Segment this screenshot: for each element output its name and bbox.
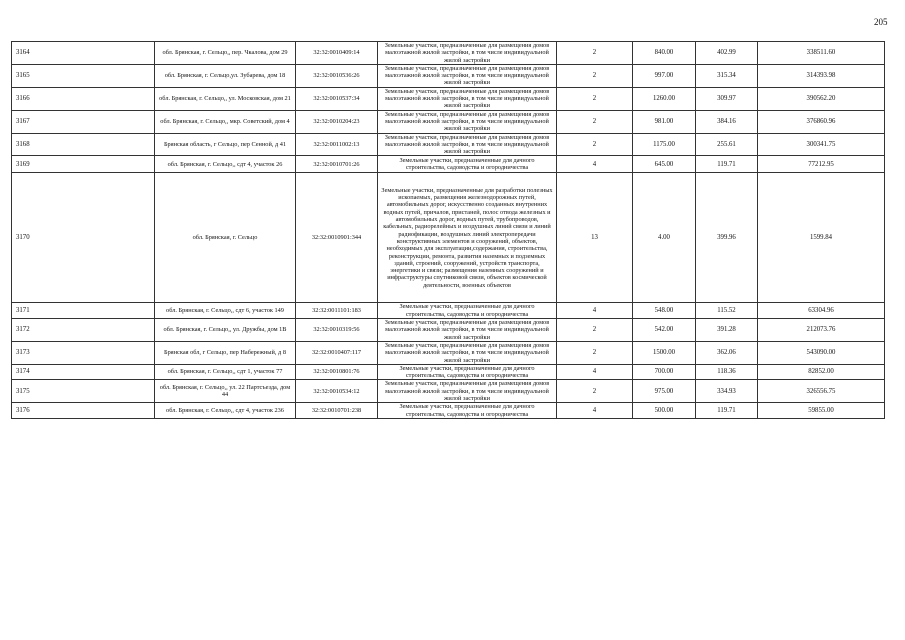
- group-cell: 2: [557, 87, 633, 110]
- cadastral-number-cell: 32:32:0010534:12: [296, 380, 378, 403]
- address-cell: обл. Брянская, г. Сельцо,ул. Зубарева, дом 18: [155, 64, 296, 87]
- cadastral-number-cell: 32:32:0010537:34: [296, 87, 378, 110]
- row-number-cell: 3171: [12, 303, 155, 319]
- row-number-cell: 3164: [12, 42, 155, 65]
- row-number-cell: 3174: [12, 364, 155, 380]
- cadastral-value-cell: 543090.00: [758, 341, 885, 364]
- land-use-cell: Земельные участки, предназначенные для дачного строительства, садоводства и огородничества: [378, 403, 557, 419]
- specific-value-cell: 115.52: [696, 303, 758, 319]
- row-number-cell: 3167: [12, 110, 155, 133]
- table-row: [12, 341, 885, 364]
- area-cell: 981.00: [633, 110, 696, 133]
- table-row: [12, 133, 885, 156]
- cadastral-number-cell: 32:32:0010801:76: [296, 364, 378, 380]
- cadastral-number-cell: 32:32:0010701:238: [296, 403, 378, 419]
- table-row: [12, 319, 885, 342]
- group-cell: 4: [557, 403, 633, 419]
- cadastral-value-cell: 59855.00: [758, 403, 885, 419]
- group-cell: 2: [557, 64, 633, 87]
- land-use-cell: Земельные участки, предназначенные для дачного строительства, садоводства и огородничества: [378, 156, 557, 173]
- cadastral-number-cell: 32:32:0010701:26: [296, 156, 378, 173]
- group-cell: 2: [557, 319, 633, 342]
- group-cell: 2: [557, 42, 633, 65]
- cadastral-value-cell: 338511.60: [758, 42, 885, 65]
- address-cell: Брянская область, г Сельцо, пер Сенной, д 41: [155, 133, 296, 156]
- address-cell: обл. Брянская, г. Сельцо,, ул. Дружбы, дом 1В: [155, 319, 296, 342]
- address-cell: обл. Брянская, г. Сельцо,, пер. Чкалова, дом 29: [155, 42, 296, 65]
- land-use-cell: Земельные участки, предназначенные для размещения домов малоэтажной жилой застройки, в том числе индивидуальной жилой застройки: [378, 319, 557, 342]
- cadastral-value-cell: 1599.84: [758, 173, 885, 303]
- land-use-cell: Земельные участки, предназначенные для размещения домов малоэтажной жилой застройки, в том числе индивидуальной жилой застройки: [378, 380, 557, 403]
- area-cell: 840.00: [633, 42, 696, 65]
- row-number-cell: 3176: [12, 403, 155, 419]
- cadastral-number-cell: 32:32:0011002:13: [296, 133, 378, 156]
- area-cell: 542.00: [633, 319, 696, 342]
- page-number: 205: [874, 17, 888, 27]
- cadastral-value-cell: 82852.00: [758, 364, 885, 380]
- address-cell: обл. Брянская, г. Сельцо,, сдт 1, участок 77: [155, 364, 296, 380]
- address-cell: обл. Брянская, г. Сельцо,, ул. 22 Партсъезда, дом 44: [155, 380, 296, 403]
- cadastral-number-cell: 32:32:0010536:26: [296, 64, 378, 87]
- land-use-cell: Земельные участки, предназначенные для размещения домов малоэтажной жилой застройки, в том числе индивидуальной жилой застройки: [378, 110, 557, 133]
- specific-value-cell: 309.97: [696, 87, 758, 110]
- area-cell: 500.00: [633, 403, 696, 419]
- group-cell: 2: [557, 341, 633, 364]
- row-number-cell: 3173: [12, 341, 155, 364]
- cadastral-number-cell: 32:32:0010319:56: [296, 319, 378, 342]
- cadastral-value-cell: 314393.98: [758, 64, 885, 87]
- area-cell: 548.00: [633, 303, 696, 319]
- area-cell: 4.00: [633, 173, 696, 303]
- table-row: [12, 403, 885, 419]
- cadastral-value-cell: 300341.75: [758, 133, 885, 156]
- land-use-cell: Земельные участки, предназначенные для размещения домов малоэтажной жилой застройки, в том числе индивидуальной жилой застройки: [378, 42, 557, 65]
- cadastral-number-cell: 32:32:0010409:14: [296, 42, 378, 65]
- cadastral-value-cell: 63304.96: [758, 303, 885, 319]
- group-cell: 13: [557, 173, 633, 303]
- cadastral-number-cell: 32:32:0010204:23: [296, 110, 378, 133]
- row-number-cell: 3175: [12, 380, 155, 403]
- address-cell: обл. Брянская, г. Сельцо,, сдт 4, участок 236: [155, 403, 296, 419]
- area-cell: 1260.00: [633, 87, 696, 110]
- row-number-cell: 3165: [12, 64, 155, 87]
- specific-value-cell: 119.71: [696, 156, 758, 173]
- address-cell: обл. Брянская, г. Сельцо,, мкр. Советский, дом 4: [155, 110, 296, 133]
- group-cell: 2: [557, 110, 633, 133]
- land-use-cell: Земельные участки, предназначенные для размещения домов малоэтажной жилой застройки, в том числе индивидуальной жилой застройки: [378, 64, 557, 87]
- land-use-cell: Земельные участки, предназначенные для разработки полезных ископаемых, размещения железнодорожных путей, автомобильных дорог, искусственно созданных внутренних водных путей, причалов, пристаней, полос отвода железных и автомобильных дорог, водных путей, трубопроводов, кабельных, радиорелейных и воздушных линий связи и линий радиофикации, воздушных линий электропередачи конструктивных элементов и сооружений, объектов, необходимых для эксплуатации,содержания, строительства, реконструкции, ремонта, развития наземных и подземных зданий, строений, сооружений, устройств транспорта, энергетики и связи; размещения наземных сооружений и инфраструктуры спутниковой связи, объектов космической деятельности, военных объектов: [378, 173, 557, 303]
- group-cell: 4: [557, 364, 633, 380]
- specific-value-cell: 255.61: [696, 133, 758, 156]
- table-row: [12, 364, 885, 380]
- land-use-cell: Земельные участки, предназначенные для размещения домов малоэтажной жилой застройки, в том числе индивидуальной жилой застройки: [378, 133, 557, 156]
- cadastral-value-cell: 390562.20: [758, 87, 885, 110]
- specific-value-cell: 391.28: [696, 319, 758, 342]
- area-cell: 645.00: [633, 156, 696, 173]
- row-number-cell: 3172: [12, 319, 155, 342]
- specific-value-cell: 119.71: [696, 403, 758, 419]
- area-cell: 975.00: [633, 380, 696, 403]
- row-number-cell: 3170: [12, 173, 155, 303]
- group-cell: 2: [557, 380, 633, 403]
- cadastral-value-cell: 376860.96: [758, 110, 885, 133]
- cadastral-value-cell: 212073.76: [758, 319, 885, 342]
- table-row: [12, 87, 885, 110]
- table-row: [12, 303, 885, 319]
- group-cell: 4: [557, 156, 633, 173]
- row-number-cell: 3169: [12, 156, 155, 173]
- row-number-cell: 3166: [12, 87, 155, 110]
- land-use-cell: Земельные участки, предназначенные для размещения домов малоэтажной жилой застройки, в том числе индивидуальной жилой застройки: [378, 87, 557, 110]
- cadastral-value-cell: 77212.95: [758, 156, 885, 173]
- address-cell: обл. Брянская, г. Сельцо,, сдт 4, участок 26: [155, 156, 296, 173]
- table-row: [12, 156, 885, 173]
- table-row: [12, 380, 885, 403]
- specific-value-cell: 315.34: [696, 64, 758, 87]
- land-use-cell: Земельные участки, предназначенные для размещения домов малоэтажной жилой застройки, в том числе индивидуальной жилой застройки: [378, 341, 557, 364]
- address-cell: обл. Брянская, г. Сельцо: [155, 173, 296, 303]
- specific-value-cell: 399.96: [696, 173, 758, 303]
- table-row: [12, 42, 885, 65]
- specific-value-cell: 402.99: [696, 42, 758, 65]
- group-cell: 4: [557, 303, 633, 319]
- cadastral-number-cell: 32:32:0011101:183: [296, 303, 378, 319]
- table-row: [12, 173, 885, 303]
- specific-value-cell: 384.16: [696, 110, 758, 133]
- area-cell: 997.00: [633, 64, 696, 87]
- specific-value-cell: 118.36: [696, 364, 758, 380]
- area-cell: 700.00: [633, 364, 696, 380]
- land-use-cell: Земельные участки, предназначенные для дачного строительства, садоводства и огородничества: [378, 364, 557, 380]
- cadastral-number-cell: 32:32:0010407:117: [296, 341, 378, 364]
- cadastral-value-cell: 326556.75: [758, 380, 885, 403]
- land-use-cell: Земельные участки, предназначенные для дачного строительства, садоводства и огородничества: [378, 303, 557, 319]
- group-cell: 2: [557, 133, 633, 156]
- table-row: [12, 64, 885, 87]
- address-cell: обл. Брянская, г. Сельцо,, ул. Московская, дом 21: [155, 87, 296, 110]
- cadastral-number-cell: 32:32:0010901:344: [296, 173, 378, 303]
- area-cell: 1175.00: [633, 133, 696, 156]
- area-cell: 1500.00: [633, 341, 696, 364]
- row-number-cell: 3168: [12, 133, 155, 156]
- address-cell: обл. Брянская, г. Сельцо,, сдт 6, участок 149: [155, 303, 296, 319]
- table-row: [12, 110, 885, 133]
- address-cell: Брянская обл, г Сельцо, пер Набережный, д 8: [155, 341, 296, 364]
- specific-value-cell: 362.06: [696, 341, 758, 364]
- specific-value-cell: 334.93: [696, 380, 758, 403]
- cadastral-value-table: [11, 41, 885, 419]
